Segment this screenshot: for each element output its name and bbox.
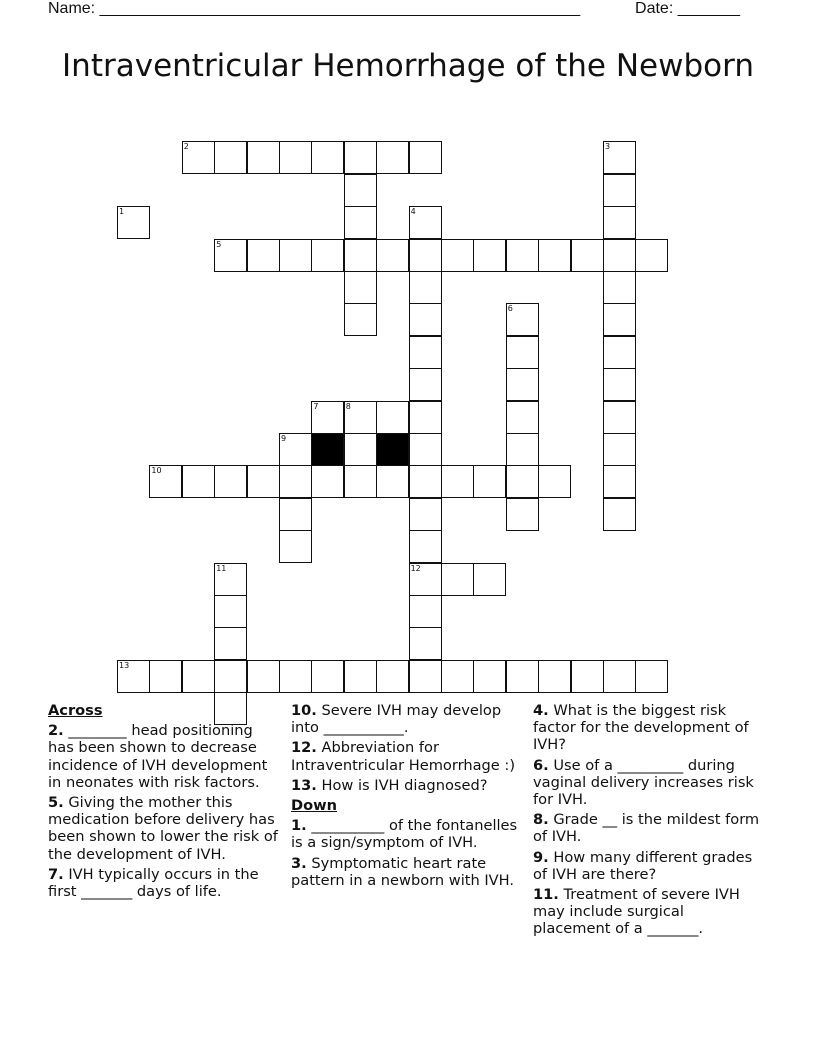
crossword-cell[interactable] — [409, 141, 442, 174]
crossword-cell[interactable] — [409, 239, 442, 272]
crossword-cell[interactable] — [571, 239, 604, 272]
crossword-cell[interactable] — [182, 660, 215, 693]
clue-number: 1 — [119, 207, 125, 217]
crossword-cell[interactable] — [214, 660, 247, 693]
crossword-cell[interactable] — [344, 206, 377, 239]
crossword-cell[interactable] — [344, 401, 377, 434]
date-field-label[interactable]: Date: _______ — [635, 0, 740, 17]
clue-number: 11 — [216, 563, 227, 573]
crossword-cell[interactable] — [473, 465, 506, 498]
clue-down-4: 4. What is the biggest risk factor for the development of IVH? — [533, 702, 749, 754]
crossword-cell[interactable] — [506, 660, 539, 693]
clue-across-5: 5. Giving the mother this medication before delivery has been shown to lower the risk of the development of IVH. — [48, 794, 278, 863]
crossword-cell[interactable] — [603, 660, 636, 693]
crossword-cell[interactable] — [344, 433, 377, 466]
crossword-cell[interactable] — [344, 465, 377, 498]
crossword-cell[interactable] — [441, 563, 474, 596]
crossword-cell[interactable] — [214, 627, 247, 660]
crossword-cell[interactable] — [603, 498, 636, 531]
crossword-cell[interactable] — [117, 206, 150, 239]
crossword-cell[interactable] — [603, 206, 636, 239]
crossword-cell[interactable] — [279, 530, 312, 563]
crossword-cell[interactable] — [311, 660, 344, 693]
crossword-cell[interactable] — [311, 141, 344, 174]
crossword-cell[interactable] — [311, 401, 344, 434]
clue-number: 9 — [281, 434, 287, 443]
crossword-cell[interactable] — [344, 660, 377, 693]
crossword-cell[interactable] — [409, 498, 442, 531]
crossword-cell[interactable] — [344, 271, 377, 304]
crossword-cell[interactable] — [473, 239, 506, 272]
crossword-cell[interactable] — [506, 465, 539, 498]
crossword-cell[interactable] — [538, 660, 571, 693]
clue-down-1: 1. __________ of the fontanelles is a sign/symptom of IVH. — [291, 817, 518, 852]
crossword-cell[interactable] — [279, 498, 312, 531]
crossword-cell[interactable] — [409, 660, 442, 693]
crossword-cell[interactable] — [214, 141, 247, 174]
crossword-cell[interactable] — [214, 465, 247, 498]
crossword-cell[interactable] — [441, 465, 474, 498]
crossword-cell[interactable] — [182, 465, 215, 498]
clue-across-12: 12. Abbreviation for Intraventricular Hemorrhage :) — [291, 739, 516, 774]
clue-number: 7 — [313, 401, 319, 411]
clue-number: 8 — [345, 401, 351, 411]
crossword-cell[interactable] — [409, 433, 442, 466]
crossword-cell[interactable] — [149, 660, 182, 693]
crossword-cell[interactable] — [441, 239, 474, 272]
crossword-cell[interactable] — [214, 563, 247, 596]
crossword-cell[interactable] — [409, 563, 442, 596]
crossword-cell[interactable] — [409, 595, 442, 628]
clue-number: 2 — [183, 142, 189, 152]
crossword-cell[interactable] — [506, 239, 539, 272]
crossword-cell[interactable] — [214, 595, 247, 628]
crossword-cell[interactable] — [182, 141, 215, 174]
crossword-cell[interactable] — [473, 660, 506, 693]
crossword-cell[interactable] — [344, 174, 377, 207]
clue-down-6: 6. Use of a _________ during vaginal delivery increases risk for IVH. — [533, 756, 754, 809]
crossword-black-cell — [376, 433, 409, 466]
crossword-cell[interactable] — [279, 433, 312, 466]
crossword-cell[interactable] — [409, 401, 442, 434]
crossword-cell[interactable] — [409, 465, 442, 498]
crossword-black-cell — [311, 433, 344, 466]
crossword-cell[interactable] — [603, 239, 636, 272]
clue-number: 3 — [605, 142, 611, 152]
crossword-cell[interactable] — [344, 303, 377, 336]
clue-number: 13 — [119, 660, 130, 670]
down-heading: Down — [291, 797, 338, 815]
crossword-cell[interactable] — [409, 303, 442, 336]
crossword-cell[interactable] — [603, 433, 636, 466]
crossword-cell[interactable] — [376, 401, 409, 434]
clue-down-3: 3. Symptomatic heart rate pattern in a newborn with IVH. — [291, 854, 515, 889]
crossword-cell[interactable] — [538, 239, 571, 272]
clue-down-8: 8. Grade __ is the mildest form of IVH. — [533, 811, 760, 846]
crossword-cell[interactable] — [247, 465, 280, 498]
clue-number: 5 — [216, 239, 222, 249]
across-heading: Across — [48, 702, 103, 719]
crossword-cell[interactable] — [376, 141, 409, 174]
crossword-cell[interactable] — [603, 174, 636, 207]
crossword-cell[interactable] — [603, 368, 636, 401]
clue-across-10: 10. Severe IVH may develop into ___________. — [291, 702, 502, 737]
crossword-cell[interactable] — [409, 206, 442, 239]
crossword-cell[interactable] — [149, 465, 182, 498]
clue-number: 4 — [410, 207, 416, 217]
crossword-cell[interactable] — [603, 141, 636, 174]
crossword-cell[interactable] — [376, 239, 409, 272]
crossword-cell[interactable] — [635, 660, 668, 693]
crossword-cell[interactable] — [247, 660, 280, 693]
crossword-cell[interactable] — [247, 239, 280, 272]
crossword-cell[interactable] — [441, 660, 474, 693]
clue-across-7: 7. IVH typically occurs in the first _______ days of life. — [48, 865, 259, 901]
crossword-cell[interactable] — [409, 336, 442, 369]
crossword-cell[interactable] — [571, 660, 604, 693]
name-field-label[interactable]: Name: ______________________________________________________ — [48, 0, 581, 17]
crossword-cell[interactable] — [247, 141, 280, 174]
crossword-cell[interactable] — [473, 563, 506, 596]
crossword-cell[interactable] — [279, 239, 312, 272]
crossword-cell[interactable] — [603, 271, 636, 304]
crossword-cell[interactable] — [506, 303, 539, 336]
crossword-cell[interactable] — [506, 368, 539, 401]
clue-across-2: 2. ________ head positioning has been shown to decrease incidence of IVH development in neonates with risk factors. — [48, 722, 268, 791]
crossword-cell[interactable] — [279, 141, 312, 174]
crossword-cell[interactable] — [603, 465, 636, 498]
crossword-cell[interactable] — [344, 141, 377, 174]
crossword-cell[interactable] — [506, 433, 539, 466]
crossword-cell[interactable] — [635, 239, 668, 272]
crossword-cell[interactable] — [311, 239, 344, 272]
crossword-cell[interactable] — [117, 660, 150, 693]
clue-down-11: 11. Treatment of severe IVH may include surgical placement of a _______. — [533, 886, 740, 938]
clues-column-3 — [533, 702, 765, 941]
crossword-cell[interactable] — [603, 401, 636, 434]
crossword-cell[interactable] — [279, 465, 312, 498]
clue-across-13: 13. How is IVH diagnosed? — [291, 776, 488, 794]
clue-number: 12 — [410, 563, 421, 573]
crossword-cell[interactable] — [409, 368, 442, 401]
clues-column-1 — [48, 702, 280, 903]
crossword-cell[interactable] — [506, 401, 539, 434]
clue-number: 6 — [507, 304, 513, 314]
crossword-cell[interactable] — [603, 303, 636, 336]
page-title: Intraventricular Hemorrhage of the Newborn — [62, 48, 754, 84]
crossword-cell[interactable] — [311, 465, 344, 498]
crossword-cell[interactable] — [376, 660, 409, 693]
clue-down-9: 9. How many different grades of IVH are there? — [533, 848, 753, 883]
crossword-cell[interactable] — [409, 271, 442, 304]
clues-column-2 — [291, 702, 523, 892]
crossword-cell[interactable] — [409, 627, 442, 660]
crossword-cell[interactable] — [603, 336, 636, 369]
crossword-cell[interactable] — [409, 530, 442, 563]
crossword-cell[interactable] — [506, 336, 539, 369]
crossword-cell[interactable] — [538, 465, 571, 498]
clue-number: 10 — [151, 466, 162, 476]
crossword-cell[interactable] — [279, 660, 312, 693]
crossword-cell[interactable] — [376, 465, 409, 498]
crossword-cell[interactable] — [214, 239, 247, 272]
crossword-cell[interactable] — [506, 498, 539, 531]
crossword-cell[interactable] — [344, 239, 377, 272]
